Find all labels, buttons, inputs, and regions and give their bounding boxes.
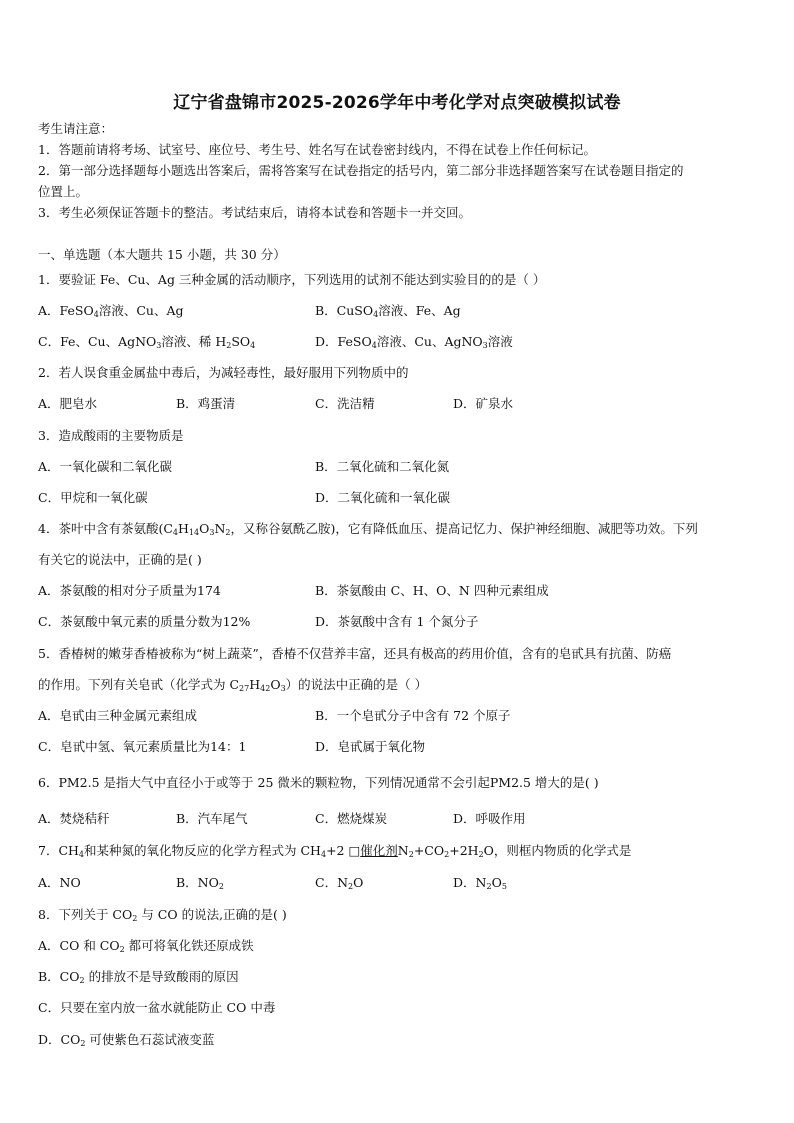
question-2-option-a[interactable]: A．肥皂水 <box>38 396 98 411</box>
question-1-option-a[interactable]: A．FeSO$_4$溶液、Cu、Ag <box>38 303 184 319</box>
question-6-option-c[interactable]: C．燃烧煤炭 <box>315 811 388 826</box>
question-2-stem: 2．若人误食重金属盐中毒后，为减轻毒性，最好服用下列物质中的 <box>38 365 409 380</box>
question-1-option-d[interactable]: D．FeSO$_4$溶液、Cu、AgNO$_3$溶液 <box>315 334 513 350</box>
question-3-option-b[interactable]: B．二氧化硫和二氧化氮 <box>315 459 450 474</box>
question-7-stem: 7．$CH_4$和某种氮的氧化物反应的化学方程式为 $CH_4+2$ □催化剂$N_2+CO_2+2H_2O$，则框内物质的化学式是 <box>38 843 632 859</box>
question-1-stem: 1．要验证 Fe、Cu、Ag 三种金属的活动顺序，下列选用的试剂不能达到实验目的的是（ ） <box>38 272 546 287</box>
question-3-option-c[interactable]: C．甲烷和一氧化碳 <box>38 490 148 505</box>
question-8-option-c[interactable]: C．只要在室内放一盆水就能防止 CO 中毒 <box>38 1000 276 1015</box>
catalyst-label: 催化剂 <box>360 843 398 858</box>
notice-item-1: 1．答题前请将考场、试室号、座位号、考生号、姓名写在试卷密封线内，不得在试卷上作任何标记。 <box>38 142 596 157</box>
question-5-option-b[interactable]: B．一个皂甙分子中含有 72 个原子 <box>315 708 511 723</box>
question-5-stem: 5．香椿树的嫩芽香椿被称为“树上蔬菜”，香椿不仅营养丰富，还具有极高的药用价值，含有的皂甙具有抗菌、防癌 <box>38 646 672 661</box>
notice-item-3: 3．考生必须保证答题卡的整洁。考试结束后，请将本试卷和答题卡一并交回。 <box>38 205 471 220</box>
question-7-option-c[interactable]: C．$N_2O$ <box>315 875 364 891</box>
question-3-option-a[interactable]: A．一氧化碳和二氧化碳 <box>38 459 173 474</box>
question-2-option-d[interactable]: D．矿泉水 <box>453 396 514 411</box>
question-8-option-b[interactable]: B．$CO_2$ 的排放不是导致酸雨的原因 <box>38 969 239 985</box>
question-5-option-d[interactable]: D．皂甙属于氧化物 <box>315 739 426 754</box>
question-4-stem-cont: 有关它的说法中，正确的是( ) <box>38 552 202 567</box>
question-4-option-b[interactable]: B．茶氨酸由 C、H、O、N 四种元素组成 <box>315 583 549 598</box>
question-5-option-a[interactable]: A．皂甙由三种金属元素组成 <box>38 708 198 723</box>
notice-item-2: 2．第一部分选择题每小题选出答案后，需将答案写在试卷指定的括号内，第二部分非选择题答案写在试卷题目指定的 <box>38 163 684 178</box>
question-1-option-c[interactable]: C．Fe、Cu、AgNO$_3$溶液、稀 $H_2SO_4$ <box>38 334 256 350</box>
page-title: 辽宁省盘锦市2025-2026学年中考化学对点突破模拟试卷 <box>173 93 621 113</box>
notice-item-2-cont: 位置上。 <box>38 184 89 199</box>
section-heading: 一、单选题（本大题共 15 小题，共 30 分） <box>38 247 286 262</box>
question-2-option-c[interactable]: C．洗洁精 <box>315 396 375 411</box>
question-6-stem: 6．PM2.5 是指大气中直径小于或等于 25 微米的颗粒物，下列情况通常不会引起PM2.5 增大的是( ) <box>38 775 599 790</box>
question-8-option-d[interactable]: D．$CO_2$ 可使紫色石蕊试液变蓝 <box>38 1032 215 1048</box>
question-7-option-a[interactable]: A．NO <box>38 875 81 890</box>
question-6-option-b[interactable]: B．汽车尾气 <box>176 811 248 826</box>
question-3-option-d[interactable]: D．二氧化硫和一氧化碳 <box>315 490 451 505</box>
question-1-option-b[interactable]: B．CuSO$_4$溶液、Fe、Ag <box>315 303 461 319</box>
question-4-option-c[interactable]: C．茶氨酸中氧元素的质量分数为12% <box>38 614 251 629</box>
question-5-option-c[interactable]: C．皂甙中氢、氧元素质量比为14：1 <box>38 739 247 754</box>
question-3-stem: 3．造成酸雨的主要物质是 <box>38 428 184 443</box>
question-6-option-a[interactable]: A．焚烧秸秆 <box>38 811 110 826</box>
question-4-option-a[interactable]: A．茶氨酸的相对分子质量为174 <box>38 583 221 598</box>
notice-heading: 考生请注意： <box>38 121 114 136</box>
question-6-option-d[interactable]: D．呼吸作用 <box>453 811 526 826</box>
question-8-stem: 8．下列关于 $CO_2$ 与 CO 的说法,正确的是( ) <box>38 907 287 923</box>
question-5-stem-cont: 的作用。下列有关皂甙（化学式为 $C_{27}H_{42}O_3$）的说法中正确的是（ ） <box>38 677 428 693</box>
question-8-option-a[interactable]: A．CO 和 $CO_2$ 都可将氧化铁还原成铁 <box>38 938 254 954</box>
question-7-option-d[interactable]: D．$N_2O_5$ <box>453 875 507 891</box>
question-4-option-d[interactable]: D．茶氨酸中含有 1 个氮分子 <box>315 614 479 629</box>
question-2-option-b[interactable]: B．鸡蛋清 <box>176 396 236 411</box>
question-7-option-b[interactable]: B．$NO_2$ <box>176 875 224 891</box>
question-4-stem: 4．茶叶中含有茶氨酸($C_4H_{14}O_3N_2$，又称谷氨酰乙胺)，它有降低血压、提高记忆力、保护神经细胞、减肥等功效。下列 <box>38 521 698 537</box>
